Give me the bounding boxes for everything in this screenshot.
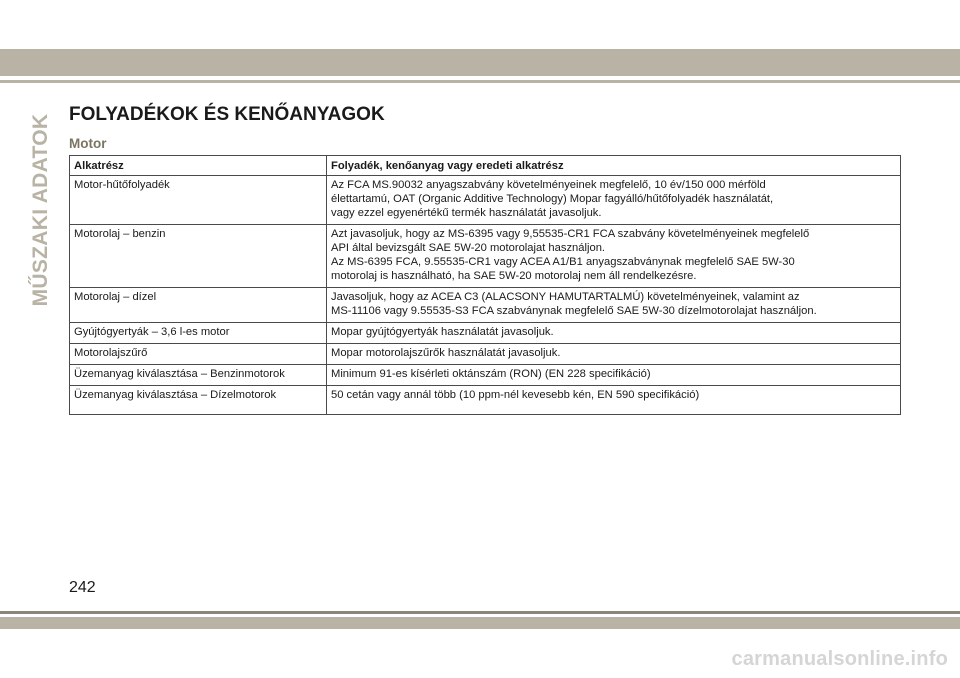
fluid-cell	[327, 386, 901, 415]
fluids-spec-table	[69, 155, 901, 415]
fluid-text-line: vagy ezzel egyenértékű termék használatát javasoljuk.	[331, 207, 602, 219]
table-row	[70, 288, 901, 323]
part-cell: Motorolaj – dízel	[70, 288, 327, 323]
part-cell: Motorolajszűrő	[70, 344, 327, 365]
fluid-text-line: MS-11106 vagy 9.55535-S3 FCA szabványnak megfelelő SAE 5W-30 dízelmotorolajat használjon.	[331, 305, 817, 317]
section-title: Motor	[69, 136, 107, 151]
fluid-text-line: API által bevizsgált SAE 5W-20 motorolajat használjon.	[331, 242, 606, 254]
fluid-text-line: Minimum 91-es kísérleti oktánszám (RON) (EN 228 specifikáció)	[331, 368, 651, 380]
bottom-decorative-band	[0, 617, 960, 629]
top-decorative-band	[0, 49, 960, 76]
column-header-fluid: Folyadék, kenőanyag vagy eredeti alkatrész	[327, 156, 901, 176]
table-row	[70, 365, 901, 386]
fluid-text-line: Mopar motorolajszűrők használatát javasoljuk.	[331, 347, 561, 359]
part-cell: Motor-hűtőfolyadék	[70, 176, 327, 225]
fluid-cell	[327, 288, 901, 323]
page-title: FOLYADÉKOK ÉS KENŐANYAGOK	[69, 104, 385, 125]
table-row	[70, 225, 901, 288]
table-row	[70, 386, 901, 415]
fluid-text-line: Azt javasoljuk, hogy az MS-6395 vagy 9,55535-CR1 FCA szabvány követelményeinek megfelelő	[331, 228, 810, 240]
page-number: 242	[69, 579, 96, 596]
part-cell: Üzemanyag kiválasztása – Dízelmotorok	[70, 386, 327, 415]
part-cell: Üzemanyag kiválasztása – Benzinmotorok	[70, 365, 327, 386]
fluid-text-line: Az FCA MS.90032 anyagszabvány követelményeinek megfelelő, 10 év/150 000 mérföld	[331, 179, 766, 191]
fluid-cell	[327, 344, 901, 365]
fluid-cell	[327, 365, 901, 386]
table-row	[70, 323, 901, 344]
table-header-row	[70, 156, 901, 176]
fluid-text-line: Az MS-6395 FCA, 9.55535-CR1 vagy ACEA A1/B1 anyagszabványnak megfelelő SAE 5W-30	[331, 256, 795, 268]
fluid-cell	[327, 225, 901, 288]
fluid-text-line: Javasoljuk, hogy az ACEA C3 (ALACSONY HAMUTARTALMÚ) követelményeinek, valamint az	[331, 291, 800, 303]
fluid-cell	[327, 323, 901, 344]
part-cell: Gyújtógyertyák – 3,6 l-es motor	[70, 323, 327, 344]
bottom-divider-line	[0, 611, 960, 614]
fluid-cell	[327, 176, 901, 225]
part-cell: Motorolaj – benzin	[70, 225, 327, 288]
watermark-text: carmanualsonline.info	[731, 648, 948, 670]
side-chapter-title: MŰSZAKI ADATOK	[29, 113, 52, 307]
fluid-text-line: élettartamú, OAT (Organic Additive Technology) Mopar fagyálló/hűtőfolyadék használatát,	[331, 193, 774, 205]
table-row	[70, 344, 901, 365]
top-divider-line	[0, 80, 960, 83]
fluid-text-line: motorolaj is használható, ha SAE 5W-20 motorolaj nem áll rendelkezésre.	[331, 270, 697, 282]
table-row	[70, 176, 901, 225]
column-header-part: Alkatrész	[70, 156, 327, 176]
fluid-text-line: Mopar gyújtógyertyák használatát javasoljuk.	[331, 326, 554, 338]
fluid-text-line: 50 cetán vagy annál több (10 ppm-nél kevesebb kén, EN 590 specifikáció)	[331, 389, 700, 401]
